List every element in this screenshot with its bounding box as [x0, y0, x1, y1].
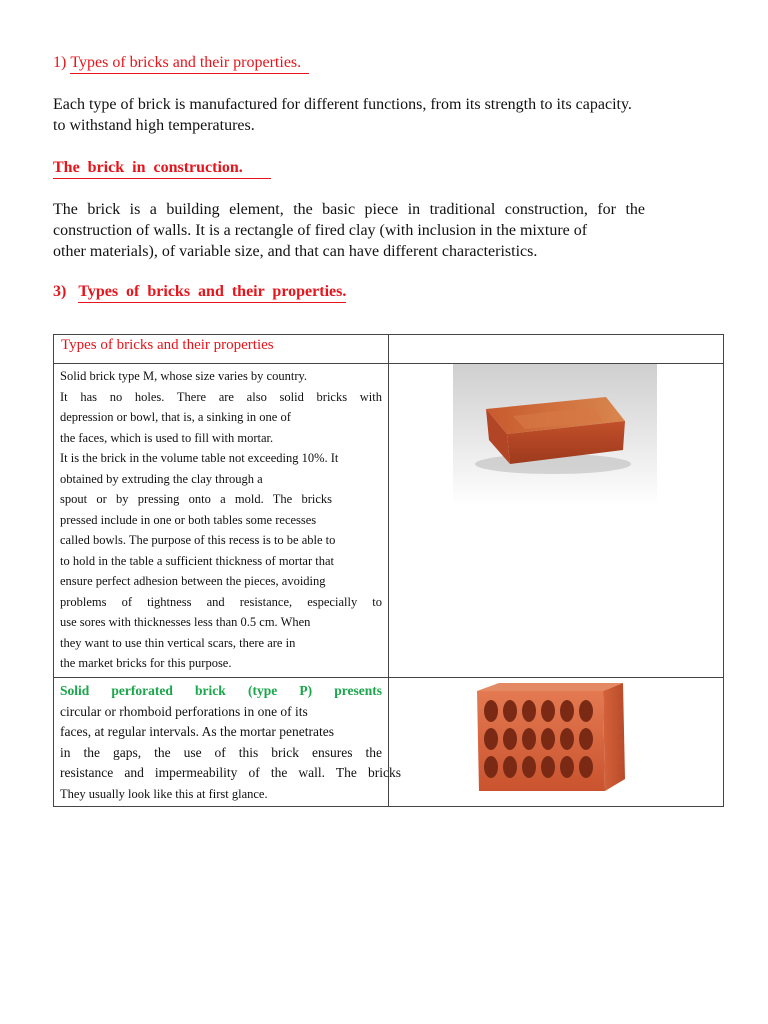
description-line: to hold in the table a sufficient thickness of mortar that: [60, 553, 335, 568]
construction-line: The brick is a building element, the basic piece in traditional construction, for the: [53, 201, 645, 218]
description-line: Solid brick type M, whose size varies by country.: [60, 369, 308, 383]
heading-brick-in-construction: [53, 159, 271, 179]
heading-number: 1): [53, 54, 67, 71]
construction-line: construction of walls. It is a rectangle of fired clay (with inclusion in the mixture of: [53, 222, 588, 239]
description-line: called bowls. The purpose of this recess is to be able to: [60, 533, 336, 547]
heading-title: Types of bricks and their properties.: [70, 54, 309, 74]
solid-brick-image-cell: [389, 364, 724, 678]
construction-paragraph: [53, 199, 645, 262]
description-line: It has no holes. There are also solid bricks with: [60, 389, 382, 404]
table-row: [54, 678, 724, 807]
construction-line: other materials), of variable size, and that can have different characteristics.: [53, 243, 538, 260]
description-line: problems of tightness and resistance, especially to: [60, 594, 382, 609]
intro-line: Each type of brick is manufactured for different functions, from its strength to its capacity.: [53, 96, 632, 113]
description-line: the market bricks for this purpose.: [60, 656, 232, 670]
description-line: obtained by extruding the clay through a: [60, 471, 263, 486]
description-line: circular or rhomboid perforations in one of its: [60, 703, 308, 719]
table-row: [54, 364, 724, 678]
description-line: resistance and impermeability of the wall. The bricks: [60, 765, 401, 780]
perforated-brick-title: Solid perforated brick (type P) presents: [60, 683, 382, 698]
description-line: depression or bowl, that is, a sinking in one of: [60, 410, 291, 424]
table-header-cell-empty: [389, 335, 724, 364]
description-line: pressed include in one or both tables some recesses: [60, 512, 317, 527]
description-line: use sores with thicknesses less than 0.5 cm. When: [60, 615, 311, 629]
brick-properties-table: [53, 334, 724, 807]
table-header-cell: Types of bricks and their properties: [54, 335, 389, 364]
intro-paragraph: [53, 94, 693, 136]
description-line: they want to use thin vertical scars, there are in: [60, 635, 296, 650]
description-line: ensure perfect adhesion between the pieces, avoiding: [60, 574, 326, 588]
table-header-row: [54, 335, 724, 364]
heading-title: The brick in construction.: [53, 159, 271, 179]
description-line: They usually look like this at first glance.: [60, 786, 268, 801]
solid-brick-image: [453, 364, 657, 506]
description-line: the faces, which is used to fill with mortar.: [60, 430, 274, 445]
heading-types-of-bricks-3: [53, 283, 346, 303]
perforated-brick-image: [473, 679, 643, 799]
description-line: faces, at regular intervals. As the mortar penetrates: [60, 724, 335, 739]
solid-brick-description: [54, 364, 389, 678]
heading-types-of-bricks: [53, 54, 309, 74]
intro-line: to withstand high temperatures.: [53, 117, 255, 134]
description-line: in the gaps, the use of this brick ensures the: [60, 744, 382, 760]
perforated-brick-description: [54, 678, 401, 807]
description-line: spout or by pressing onto a mold. The bricks: [60, 492, 332, 506]
heading-number: 3): [53, 283, 67, 300]
perforated-brick-image-cell: [389, 678, 724, 807]
heading-title: Types of bricks and their properties.: [78, 283, 346, 303]
description-line: It is the brick in the volume table not exceeding 10%. It: [60, 451, 339, 465]
